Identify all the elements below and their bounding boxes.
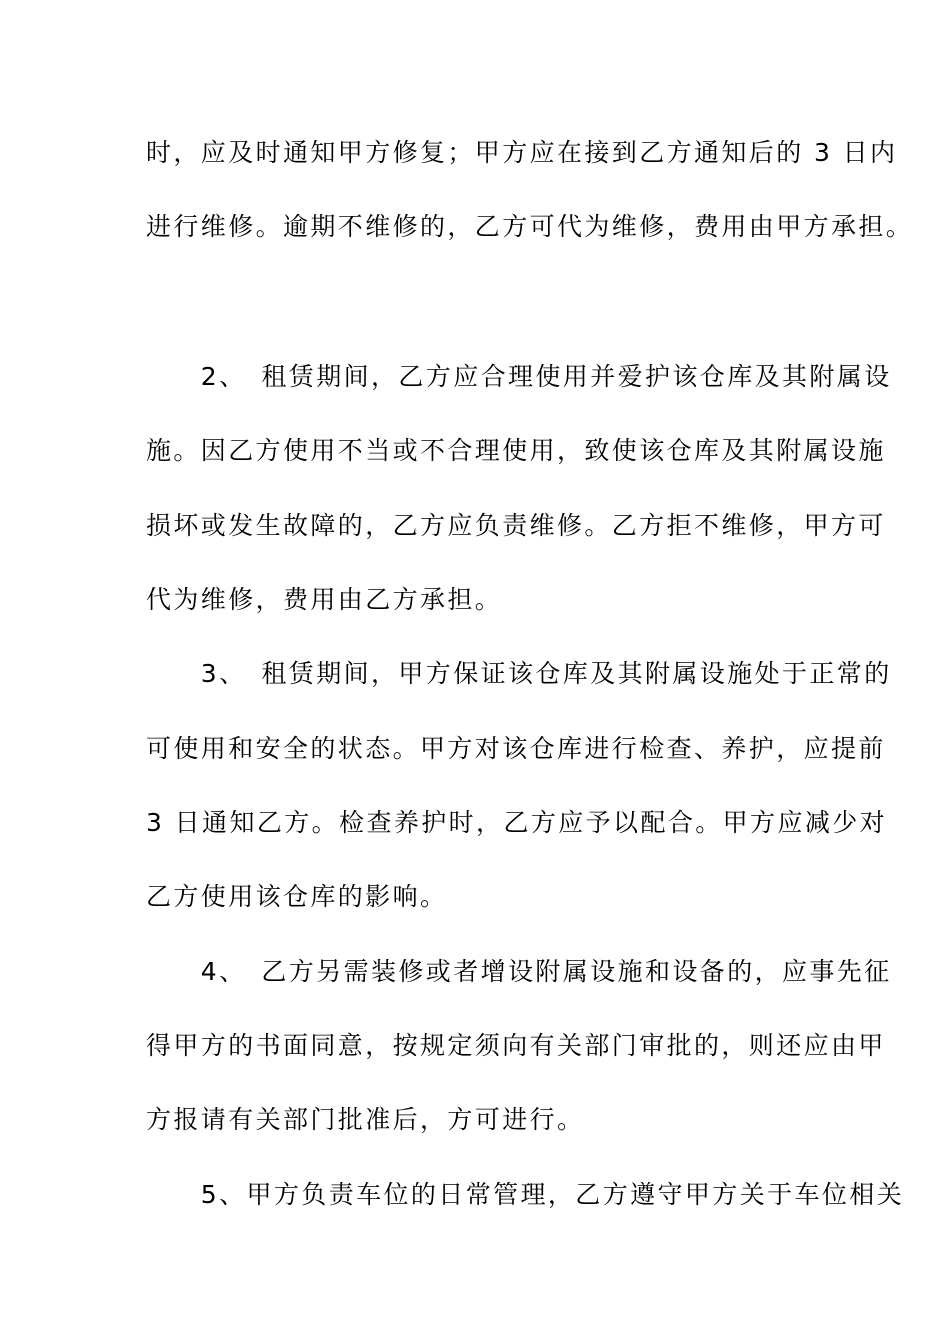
text-line: 乙方使用该仓库的影响。	[146, 882, 448, 911]
text-line: 时，应及时通知甲方修复；甲方应在接到乙方通知后的 3 日内	[146, 138, 898, 167]
text-line: 施。因乙方使用不当或不合理使用，致使该仓库及其附属设施	[146, 436, 886, 465]
text-line: 5、甲方负责车位的日常管理，乙方遵守甲方关于车位相关	[146, 1180, 905, 1209]
text-line: 2、 租赁期间，乙方应合理使用并爱护该仓库及其附属设	[146, 362, 892, 391]
text-line: 进行维修。逾期不维修的，乙方可代为维修，费用由甲方承担。	[146, 212, 914, 241]
text-line: 方报请有关部门批准后，方可进行。	[146, 1105, 585, 1134]
text-line: 3 日通知乙方。检查养护时，乙方应予以配合。甲方应减少对	[146, 808, 888, 837]
text-line: 得甲方的书面同意，按规定须向有关部门审批的，则还应由甲	[146, 1031, 886, 1060]
text-line: 4、 乙方另需装修或者增设附属设施和设备的，应事先征	[146, 957, 892, 986]
text-line: 损坏或发生故障的，乙方应负责维修。乙方拒不维修，甲方可	[146, 511, 886, 540]
text-line: 3、 租赁期间，甲方保证该仓库及其附属设施处于正常的	[146, 659, 892, 688]
text-line: 代为维修，费用由乙方承担。	[146, 585, 503, 614]
text-line: 可使用和安全的状态。甲方对该仓库进行检查、养护，应提前	[146, 734, 886, 763]
